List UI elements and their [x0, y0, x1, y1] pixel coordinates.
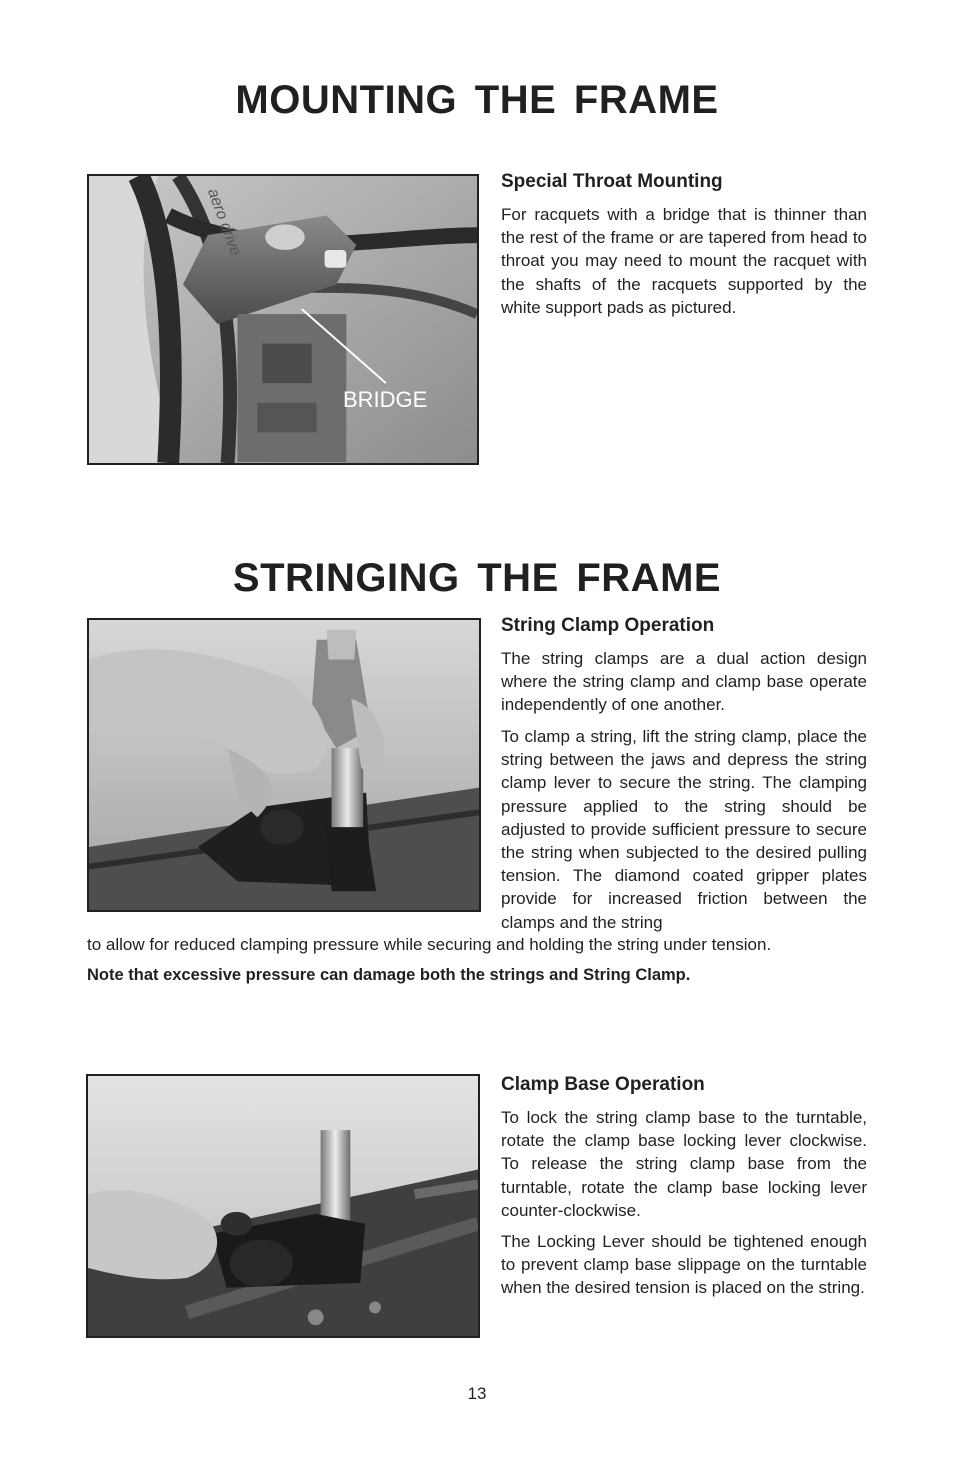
- clamp-base-photo: [86, 1074, 480, 1338]
- string-clamp-operation-para2: To clamp a string, lift the string clamp, place the string between the jaws and depress the string clamp lever to secure the string. The clamping pressure applied to the string should be adjusted to provide sufficient pressure to secure the string when subjected to the desired pulling tension. The diamond coated gripper plates provide for increased friction between the clamps and the string: [501, 727, 867, 932]
- string-clamp-operation-heading: String Clamp Operation: [501, 615, 715, 636]
- special-throat-mounting-heading: Special Throat Mounting: [501, 171, 723, 192]
- string-clamp-photo: [87, 618, 481, 912]
- string-clamp-operation-para2-continued: to allow for reduced clamping pressure while securing and holding the string under tension.: [87, 935, 772, 954]
- stringing-title: STRINGING THE FRAME: [232, 556, 722, 600]
- bridge-mount-illustration: [89, 176, 477, 463]
- string-clamp-illustration: [89, 620, 479, 910]
- mounting-title: MOUNTING THE FRAME: [235, 78, 719, 122]
- clamp-base-operation-para1: To lock the string clamp base to the turntable, rotate the clamp base locking lever clockwise. To release the string clamp base from the turntable, rotate the clamp base locking lever counter-clockwise.: [501, 1108, 867, 1220]
- clamp-base-operation-para2: The Locking Lever should be tightened enough to prevent clamp base slippage on the turntable when the desired tension is placed on the string.: [501, 1232, 867, 1298]
- string-clamp-operation-para1: The string clamps are a dual action design where the string clamp and clamp base operate independently of one another.: [501, 649, 867, 715]
- pressure-warning-note: Note that excessive pressure can damage both the strings and String Clamp.: [87, 966, 691, 984]
- special-throat-mounting-text: For racquets with a bridge that is thinner than the rest of the frame or are tapered from head to throat you may need to mount the racquet with the shafts of the racquets supported by the white support pads as pictured.: [501, 205, 867, 317]
- bridge-mount-photo: [87, 174, 479, 465]
- racquet-branding: aero drive: [204, 186, 245, 259]
- bridge-callout-label: BRIDGE: [343, 387, 428, 412]
- clamp-base-operation-heading: Clamp Base Operation: [501, 1074, 705, 1095]
- page-number: 13: [467, 1384, 487, 1403]
- clamp-base-illustration: [88, 1076, 478, 1336]
